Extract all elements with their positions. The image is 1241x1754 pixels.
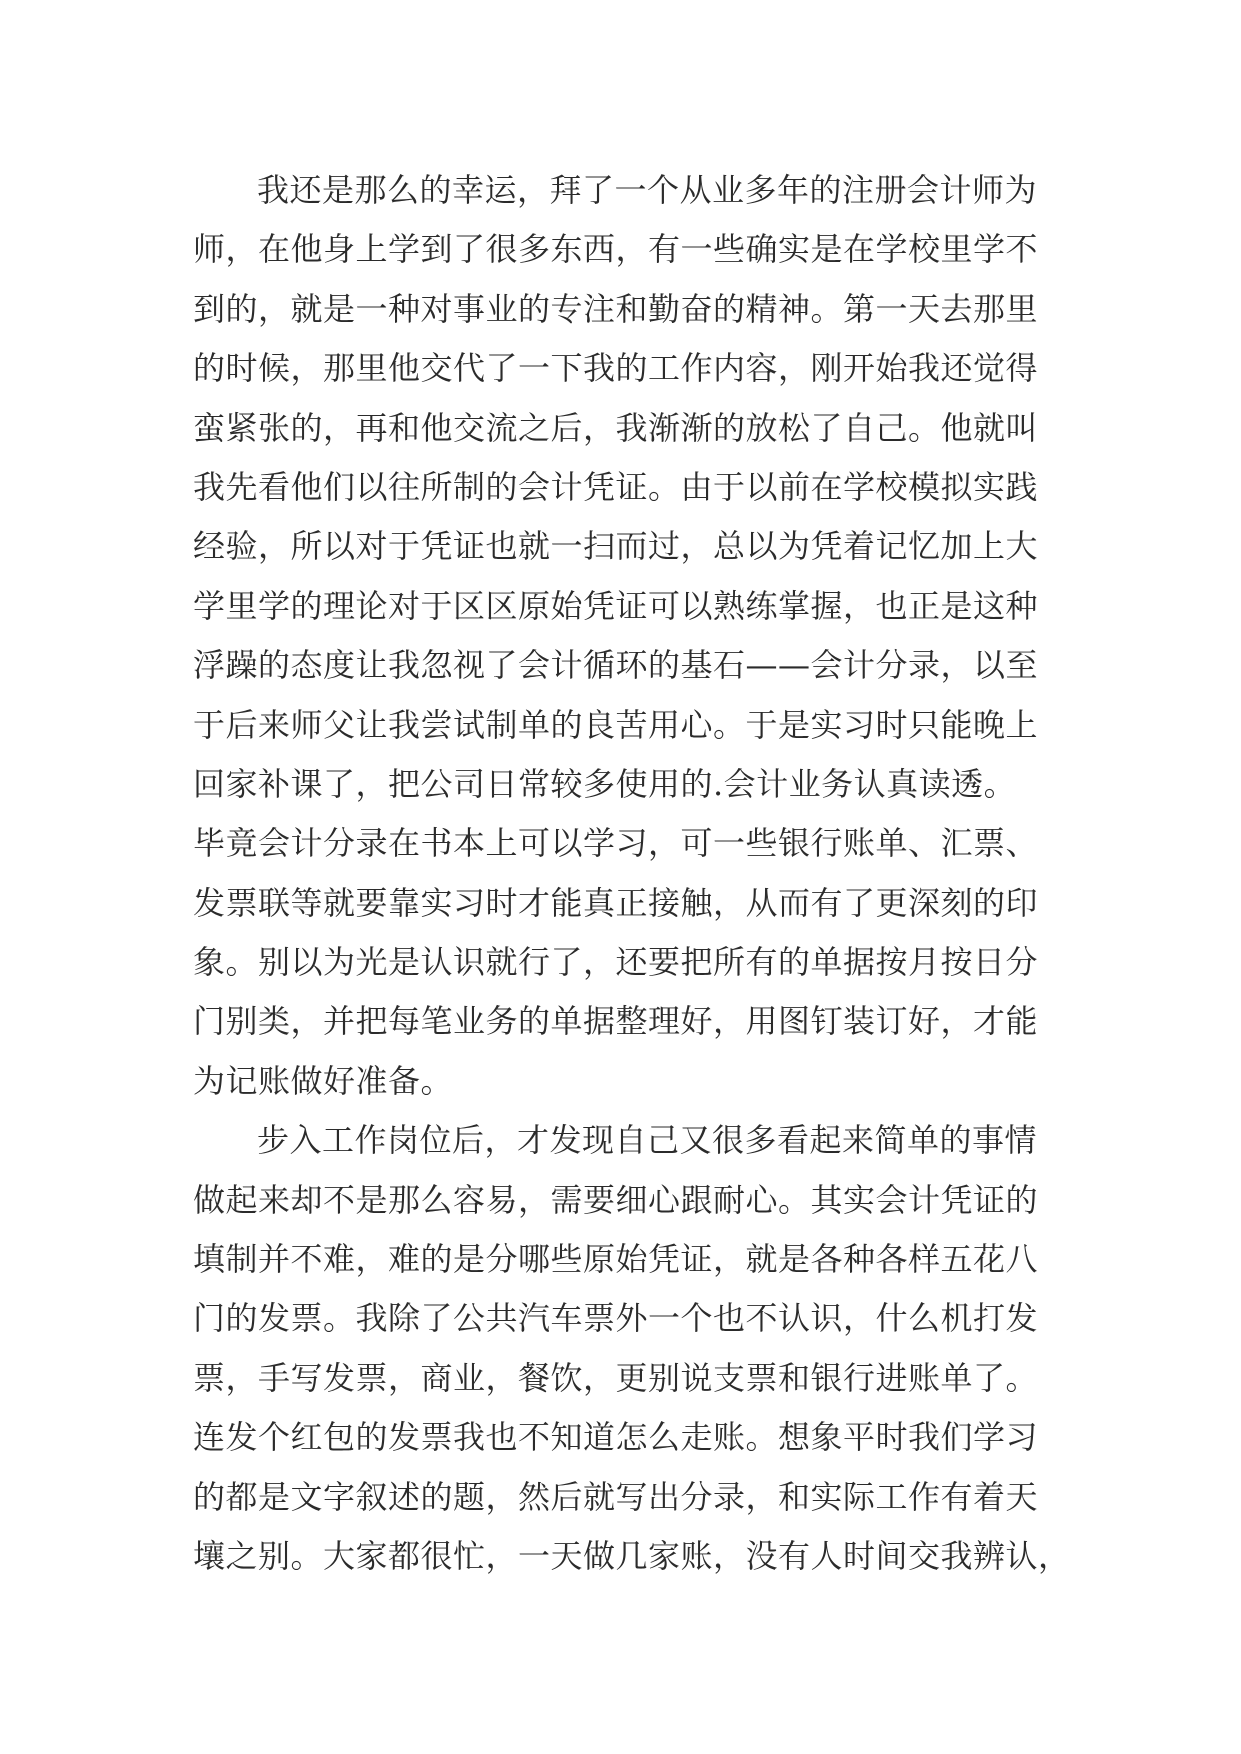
- paragraph-line: 做起来却不是那么容易，需要细心跟耐心。其实会计凭证的: [193, 1180, 1039, 1219]
- paragraph-line: 的时候，那里他交代了一下我的工作内容，刚开始我还觉得: [193, 349, 1039, 388]
- paragraph-line: 填制并不难，难的是分哪些原始凭证，就是各种各样五花八: [193, 1240, 1039, 1279]
- paragraph-line: 为记账做好准备。: [193, 1061, 454, 1100]
- paragraph-line: 票，手写发票，商业，餐饮，更别说支票和银行进账单了。: [193, 1358, 1039, 1397]
- paragraph-line: 步入工作岗位后，才发现自己又很多看起来简单的事情: [257, 1121, 1038, 1160]
- paragraph-line: 象。别以为光是认识就行了，还要把所有的单据按月按日分: [193, 943, 1039, 982]
- document-body: [193, 161, 1071, 1586]
- paragraph-line: 回家补课了，把公司日常较多使用的.会计业务认真读透。: [193, 764, 1017, 803]
- paragraph-line: 我先看他们以往所制的会计凭证。由于以前在学校模拟实践: [193, 467, 1039, 506]
- paragraph-line: 壤之别。大家都很忙，一天做几家账，没有人时间交我辨认，: [193, 1536, 1071, 1575]
- paragraph-1: [193, 161, 1053, 1111]
- paragraph-line: 经验，所以对于凭证也就一扫而过，总以为凭着记忆加上大: [193, 527, 1039, 566]
- paragraph-line: 师，在他身上学到了很多东西，有一些确实是在学校里学不: [193, 230, 1039, 269]
- paragraph-line: 毕竟会计分录在书本上可以学习，可一些银行账单、汇票、: [193, 824, 1039, 863]
- paragraph-2: [193, 1111, 1071, 1586]
- paragraph-line: 于后来师父让我尝试制单的良苦用心。于是实习时只能晚上: [193, 705, 1039, 744]
- paragraph-line: 到的，就是一种对事业的专注和勤奋的精神。第一天去那里: [193, 289, 1039, 328]
- paragraph-line: 的都是文字叙述的题，然后就写出分录，和实际工作有着天: [193, 1477, 1039, 1516]
- paragraph-line: 门别类，并把每笔业务的单据整理好，用图钉装订好，才能: [193, 1002, 1039, 1041]
- paragraph-line: 我还是那么的幸运，拜了一个从业多年的注册会计师为: [257, 171, 1038, 209]
- paragraph-line: 发票联等就要靠实习时才能真正接触，从而有了更深刻的印: [193, 883, 1039, 922]
- paragraph-line: 蛮紧张的，再和他交流之后，我渐渐的放松了自己。他就叫: [193, 408, 1039, 447]
- paragraph-line: 连发个红包的发票我也不知道怎么走账。想象平时我们学习: [193, 1418, 1039, 1457]
- paragraph-line: 浮躁的态度让我忽视了会计循环的基石——会计分录，以至: [193, 646, 1039, 685]
- paragraph-line: 学里学的理论对于区区原始凭证可以熟练掌握，也正是这种: [193, 586, 1039, 625]
- paragraph-line: 门的发票。我除了公共汽车票外一个也不认识，什么机打发: [193, 1299, 1039, 1338]
